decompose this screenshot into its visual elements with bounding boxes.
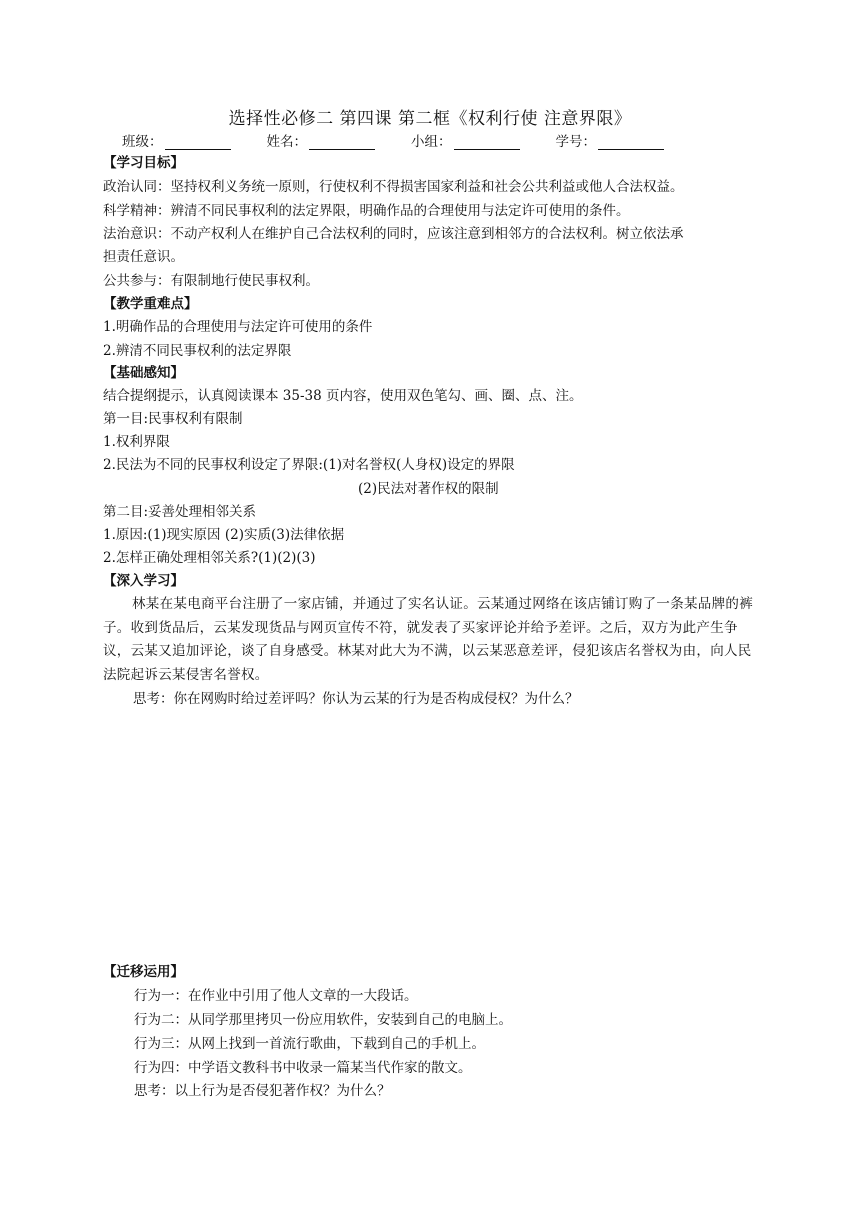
basics-line: 第一目:民事权利有限制 bbox=[103, 411, 243, 427]
class-blank[interactable] bbox=[165, 135, 231, 150]
basics-heading: 【基础感知】 bbox=[103, 365, 184, 381]
objective-line: 公共参与：有限制地行使民事权利。 bbox=[103, 273, 319, 289]
id-blank[interactable] bbox=[598, 135, 664, 150]
name-blank[interactable] bbox=[309, 135, 375, 150]
key-point-line: 1.明确作品的合理使用与法定许可使用的条件 bbox=[103, 319, 373, 335]
group-blank[interactable] bbox=[454, 135, 520, 150]
basics-intro: 结合提纲提示，认真阅读课本 35-38 页内容，使用双色笔勾、画、圈、点、注。 bbox=[103, 388, 583, 404]
basics-line: 2.怎样正确处理相邻关系?(1)(2)(3) bbox=[103, 550, 316, 566]
page-title: 选择性必修二 第四课 第二框《权利行使 注意界限》 bbox=[228, 109, 632, 129]
basics-line: 第二目:妥善处理相邻关系 bbox=[103, 504, 257, 520]
application-line: 行为一：在作业中引用了他人文章的一大段话。 bbox=[134, 988, 418, 1004]
key-points-heading: 【教学重难点】 bbox=[103, 296, 198, 312]
basics-line: 1.权利界限 bbox=[103, 434, 170, 450]
basics-line: 1.原因:(1)现实原因 (2)实质(3)法律依据 bbox=[103, 527, 345, 543]
id-label: 学号： bbox=[555, 134, 596, 150]
application-heading: 【迁移运用】 bbox=[103, 964, 184, 980]
name-field bbox=[267, 130, 376, 150]
application-line: 行为四：中学语文教科书中收录一篇某当代作家的散文。 bbox=[134, 1060, 472, 1076]
application-line: 行为二：从同学那里拷贝一份应用软件，安装到自己的电脑上。 bbox=[134, 1012, 512, 1028]
basics-line: (2)民法对著作权的限制 bbox=[358, 481, 499, 497]
student-info-row bbox=[122, 130, 700, 150]
objective-line: 担责任意识。 bbox=[103, 249, 184, 265]
objectives-heading: 【学习目标】 bbox=[103, 155, 184, 171]
application-question: 思考：以上行为是否侵犯著作权？为什么？ bbox=[134, 1083, 391, 1099]
group-label: 小组： bbox=[411, 134, 452, 150]
deep-study-question: 思考：你在网购时给过差评吗？你认为云某的行为是否构成侵权？为什么？ bbox=[133, 691, 579, 707]
key-point-line: 2.辨清不同民事权利的法定界限 bbox=[103, 343, 292, 359]
class-label: 班级： bbox=[122, 134, 163, 150]
id-field bbox=[556, 130, 665, 150]
basics-line: 2.民法为不同的民事权利设定了界限:(1)对名誉权(人身权)设定的界限 bbox=[103, 457, 515, 473]
group-field bbox=[411, 130, 520, 150]
objective-line: 科学精神：辨清不同民事权利的法定界限，明确作品的合理使用与法定许可使用的条件。 bbox=[103, 203, 630, 219]
class-field bbox=[122, 130, 231, 150]
application-line: 行为三：从网上找到一首流行歌曲，下载到自己的手机上。 bbox=[134, 1036, 485, 1052]
case-paragraph: 林某在某电商平台注册了一家店铺，并通过了实名认证。云某通过网络在该店铺订购了一条某品牌的裤子。收到货品后，云某发现货品与网页宣传不符，就发表了买家评论并给予差评。之后，双方为此产生争议，云某又追加评论，谈了自身感受。林某对此大为不满，以云某恶意差评，侵犯该店名誉权为由，向人民法院起诉云某侵害名誉权。 bbox=[103, 596, 753, 683]
objective-line: 法治意识：不动产权利人在维护自己合法权利的同时，应该注意到相邻方的合法权利。树立依法承 bbox=[103, 226, 684, 242]
objective-line: 政治认同：坚持权利义务统一原则，行使权利不得损害国家利益和社会公共利益或他人合法权益。 bbox=[103, 179, 684, 195]
name-label: 姓名： bbox=[266, 134, 307, 150]
deep-study-heading: 【深入学习】 bbox=[103, 573, 184, 589]
